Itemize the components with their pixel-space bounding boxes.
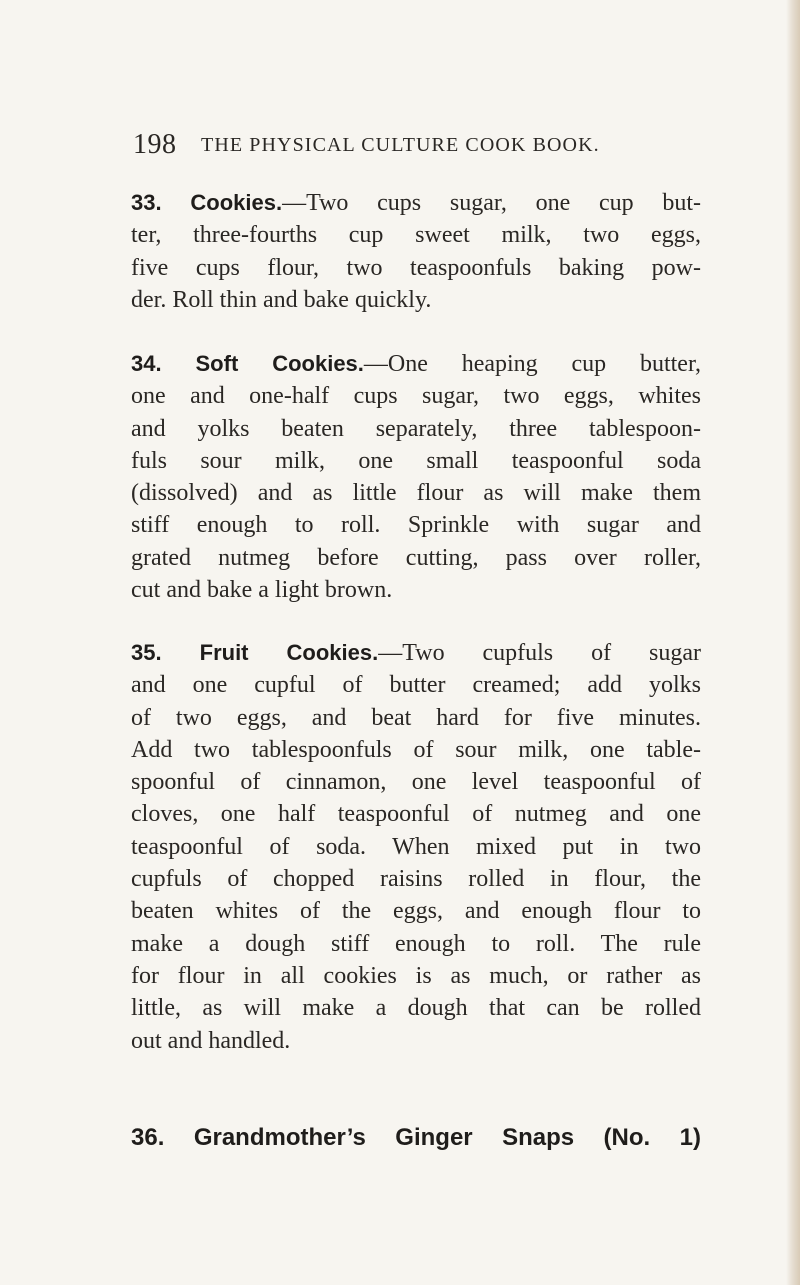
- recipe-text: —Two cupfuls of sugar: [378, 640, 701, 666]
- recipe-line: der. Roll thin and bake quickly.: [131, 286, 432, 313]
- recipe-line: [131, 187, 701, 219]
- recipe-line: grated nutmeg before cutting, pass over roller,: [131, 544, 701, 571]
- recipe-line: for flour in all cookies is as much, or rather as: [131, 962, 701, 989]
- recipe-heading: 34. Soft Cookies.: [131, 351, 364, 376]
- recipe-line: make a dough stiff enough to roll. The rule: [131, 930, 701, 957]
- recipe-line: and yolks beaten separately, three tablespoon-: [131, 415, 701, 442]
- recipe-line: of two eggs, and beat hard for five minutes.: [131, 704, 701, 731]
- recipe-line: cloves, one half teaspoonful of nutmeg and one: [131, 801, 701, 828]
- recipe-line: beaten whites of the eggs, and enough flour to: [131, 898, 701, 925]
- recipe-line: (dissolved) and as little flour as will make them: [131, 480, 701, 507]
- recipe-heading: 35. Fruit Cookies.: [131, 640, 379, 665]
- recipe-line: stiff enough to roll. Sprinkle with sugar and: [131, 512, 701, 539]
- recipe-line: ter, three-fourths cup sweet milk, two eggs,: [131, 222, 701, 249]
- recipe-34-soft-cookies: [131, 348, 701, 606]
- recipe-heading: 33. Cookies.: [131, 190, 283, 215]
- recipe-line: fuls sour milk, one small teaspoonful soda: [131, 447, 701, 474]
- recipe-line: cupfuls of chopped raisins rolled in flour, the: [131, 866, 701, 893]
- running-title: THE PHYSICAL CULTURE COOK BOOK.: [201, 134, 600, 156]
- recipe-text: —Two cups sugar, one cup but-: [282, 190, 701, 216]
- recipe-line: five cups flour, two teaspoonfuls baking pow-: [131, 254, 701, 281]
- recipe-text: —One heaping cup butter,: [363, 351, 701, 377]
- next-recipe-title: 36. Grandmother’s Ginger Snaps (No. 1): [131, 1124, 701, 1151]
- recipe-33-cookies: [131, 187, 701, 316]
- running-header: [133, 128, 653, 162]
- recipe-line: teaspoonful of soda. When mixed put in two: [131, 833, 701, 860]
- recipe-line: and one cupful of butter creamed; add yolks: [131, 672, 701, 699]
- page-edge-shadow: [786, 0, 800, 1285]
- recipe-35-fruit-cookies: [131, 637, 701, 1057]
- recipe-line: [131, 637, 701, 669]
- page-number: 198: [133, 129, 177, 160]
- recipe-line: spoonful of cinnamon, one level teaspoonful of: [131, 769, 701, 796]
- recipe-line: [131, 348, 701, 380]
- recipe-line: Add two tablespoonfuls of sour milk, one table-: [131, 736, 701, 763]
- recipe-line: cut and bake a light brown.: [131, 577, 393, 604]
- recipe-line: little, as will make a dough that can be rolled: [131, 995, 701, 1022]
- recipe-line: one and one-half cups sugar, two eggs, whites: [131, 383, 701, 410]
- recipe-line: out and handled.: [131, 1027, 291, 1054]
